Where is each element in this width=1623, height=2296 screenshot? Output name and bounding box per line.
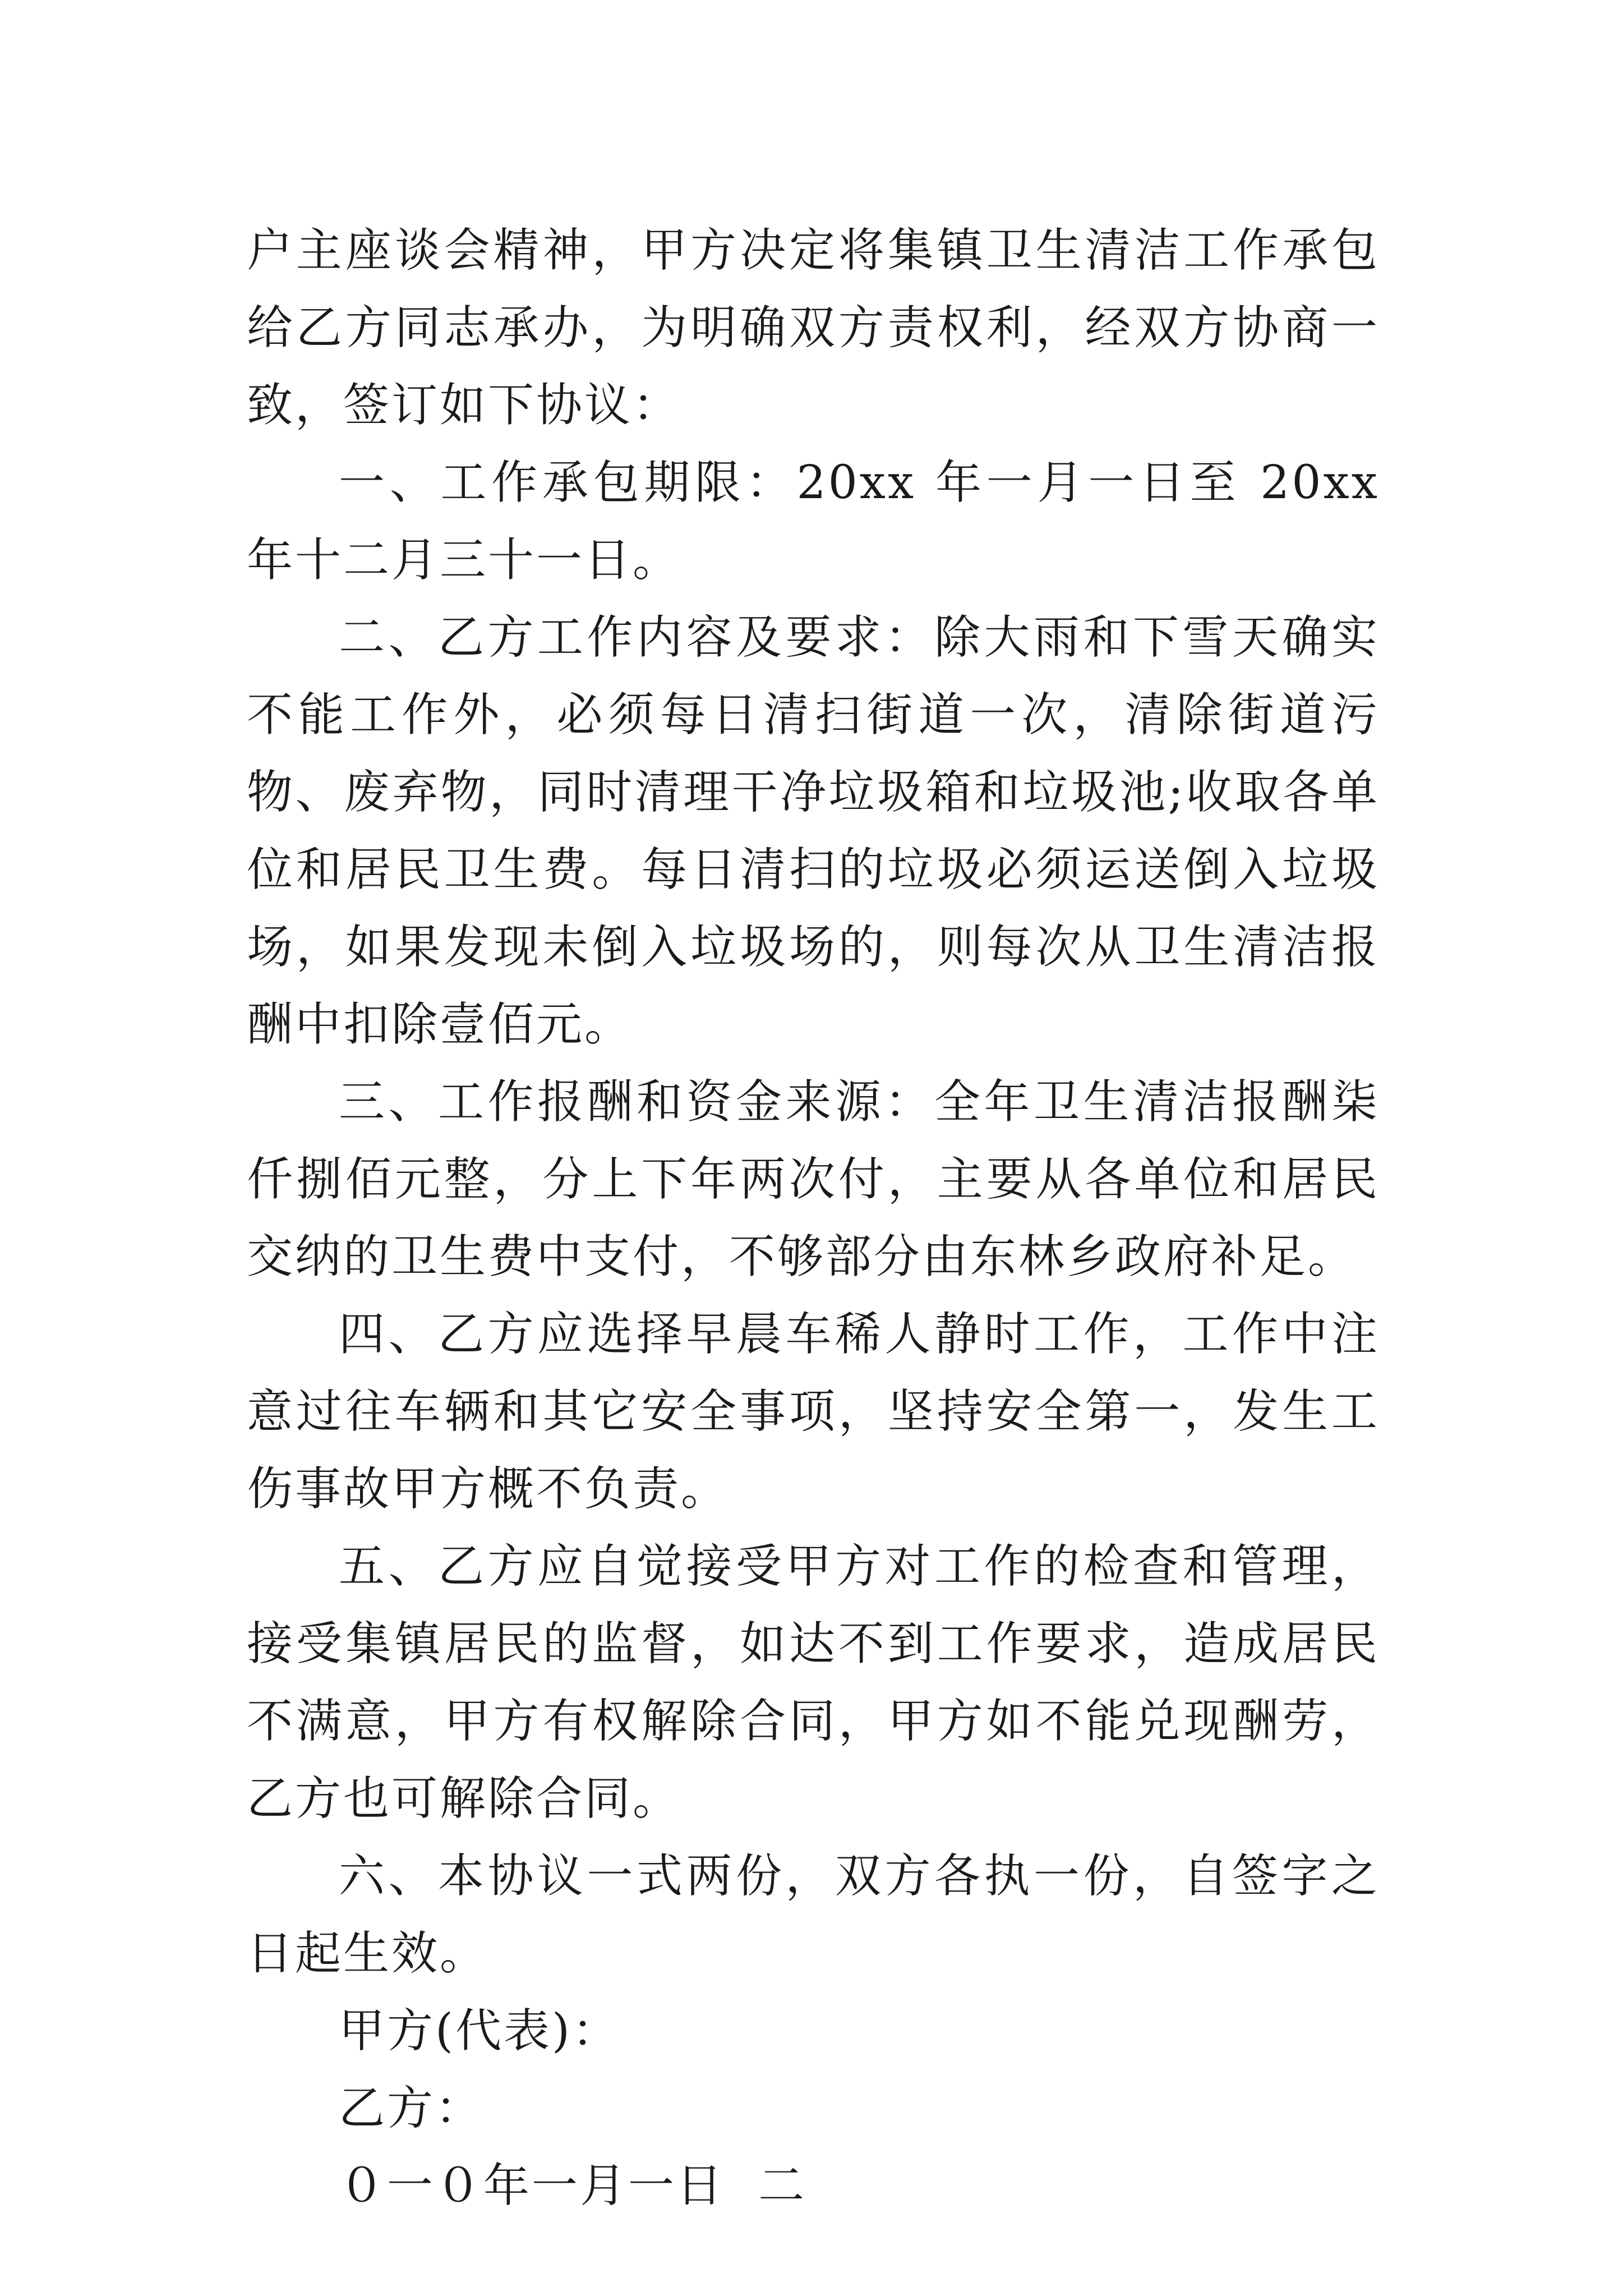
- clause-term: 一、工作承包期限：20xx 年一月一日至 20xx 年十二月三十一日。: [247, 456, 1380, 587]
- date-line: ０一０年一月一日 二: [339, 2159, 807, 2212]
- clause-safety: 四、乙方应选择早晨车稀人静时工作，工作中注意过往车辆和其它安全事项，坚持安全第一，发生工伤事故甲方概不负责。: [247, 1308, 1380, 1516]
- clause-supervision: 五、乙方应自觉接受甲方对工作的检查和管理，接受集镇居民的监督，如达不到工作要求，造成居民不满意，甲方有权解除合同，甲方如不能兑现酬劳，乙方也可解除合同。: [247, 1540, 1380, 1825]
- agreement-body: [247, 212, 1380, 2225]
- clause-copies: 六、本协议一式两份，双方各执一份，自签字之日起生效。: [247, 1849, 1380, 1980]
- party-b-signature-line: 乙方：: [339, 2082, 484, 2135]
- party-a-signature-line: 甲方(代表)：: [339, 2004, 620, 2058]
- intro-paragraph: 户主座谈会精神，甲方决定将集镇卫生清洁工作承包给乙方同志承办，为明确双方责权利，经双方协商一致，签订如下协议：: [247, 224, 1380, 432]
- clause-payment: 三、工作报酬和资金来源：全年卫生清洁报酬柒仟捌佰元整，分上下年两次付，主要从各单位和居民交纳的卫生费中支付，不够部分由东林乡政府补足。: [247, 1075, 1380, 1283]
- clause-duties: 二、乙方工作内容及要求：除大雨和下雪天确实不能工作外，必须每日清扫街道一次，清除街道污物、废弃物，同时清理干净垃圾箱和垃圾池;收取各单位和居民卫生费。每日清扫的垃圾必须运送倒入垃圾场，如果发现未倒入垃圾场的，则每次从卫生清洁报酬中扣除壹佰元。: [247, 611, 1380, 1051]
